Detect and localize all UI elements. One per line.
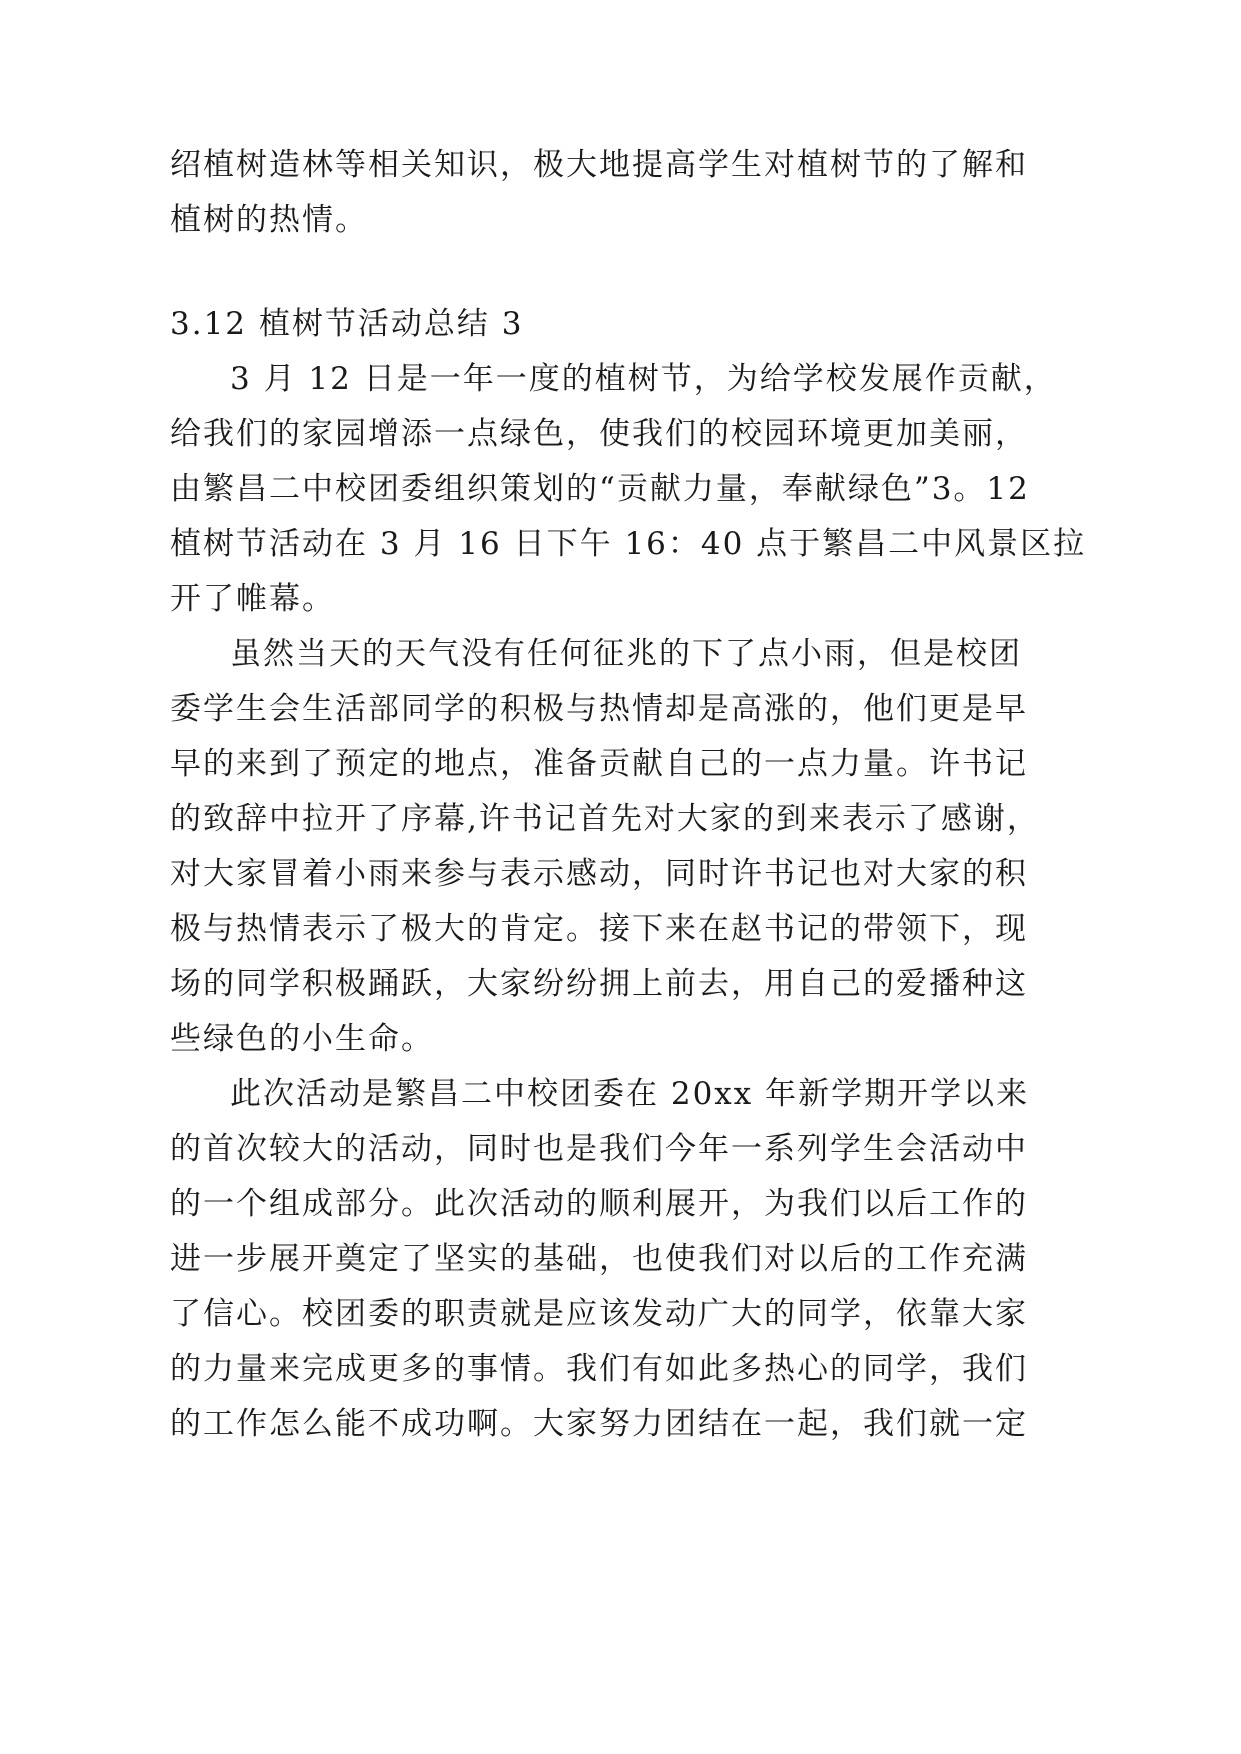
section-title: 3.12 植树节活动总结 3	[170, 306, 524, 342]
body-text-line: 的力量来完成更多的事情。我们有如此多热心的同学，我们	[170, 1351, 1028, 1387]
body-text-line: 对大家冒着小雨来参与表示感动，同时许书记也对大家的积	[170, 856, 1028, 892]
body-text-line: 此次活动是繁昌二中校团委在 20xx 年新学期开学以来	[230, 1076, 1030, 1112]
body-text-line: 植树节活动在 3 月 16 日下午 16：40 点于繁昌二中风景区拉	[170, 526, 1087, 562]
body-text-line: 极与热情表示了极大的肯定。接下来在赵书记的带领下，现	[170, 911, 1028, 947]
body-text-line: 由繁昌二中校团委组织策划的“贡献力量，奉献绿色”3。12	[170, 471, 1030, 507]
body-text-line: 的首次较大的活动，同时也是我们今年一系列学生会活动中	[170, 1131, 1028, 1167]
body-text-line: 委学生会生活部同学的积极与热情却是高涨的，他们更是早	[170, 691, 1028, 727]
body-text-line: 给我们的家园增添一点绿色，使我们的校园环境更加美丽，	[170, 416, 1028, 452]
body-text-line: 早的来到了预定的地点，准备贡献自己的一点力量。许书记	[170, 746, 1028, 782]
body-text-line: 开了帷幕。	[170, 581, 335, 617]
body-text-line: 进一步展开奠定了坚实的基础，也使我们对以后的工作充满	[170, 1241, 1028, 1277]
body-text-line: 3 月 12 日是一年一度的植树节，为给学校发展作贡献，	[230, 361, 1057, 397]
body-text-line: 的致辞中拉开了序幕,许书记首先对大家的到来表示了感谢，	[170, 801, 1040, 837]
body-text-line: 些绿色的小生命。	[170, 1021, 434, 1057]
body-text-line: 场的同学积极踊跃，大家纷纷拥上前去，用自己的爱播种这	[170, 966, 1028, 1002]
body-text-line: 虽然当天的天气没有任何征兆的下了点小雨，但是校团	[230, 636, 1022, 672]
body-text-line: 的工作怎么能不成功啊。大家努力团结在一起，我们就一定	[170, 1406, 1028, 1442]
body-text-line: 植树的热情。	[170, 202, 368, 238]
body-text-line: 的一个组成部分。此次活动的顺利展开，为我们以后工作的	[170, 1186, 1028, 1222]
body-text-line: 了信心。校团委的职责就是应该发动广大的同学，依靠大家	[170, 1296, 1028, 1332]
body-text-line: 绍植树造林等相关知识，极大地提高学生对植树节的了解和	[170, 147, 1028, 183]
